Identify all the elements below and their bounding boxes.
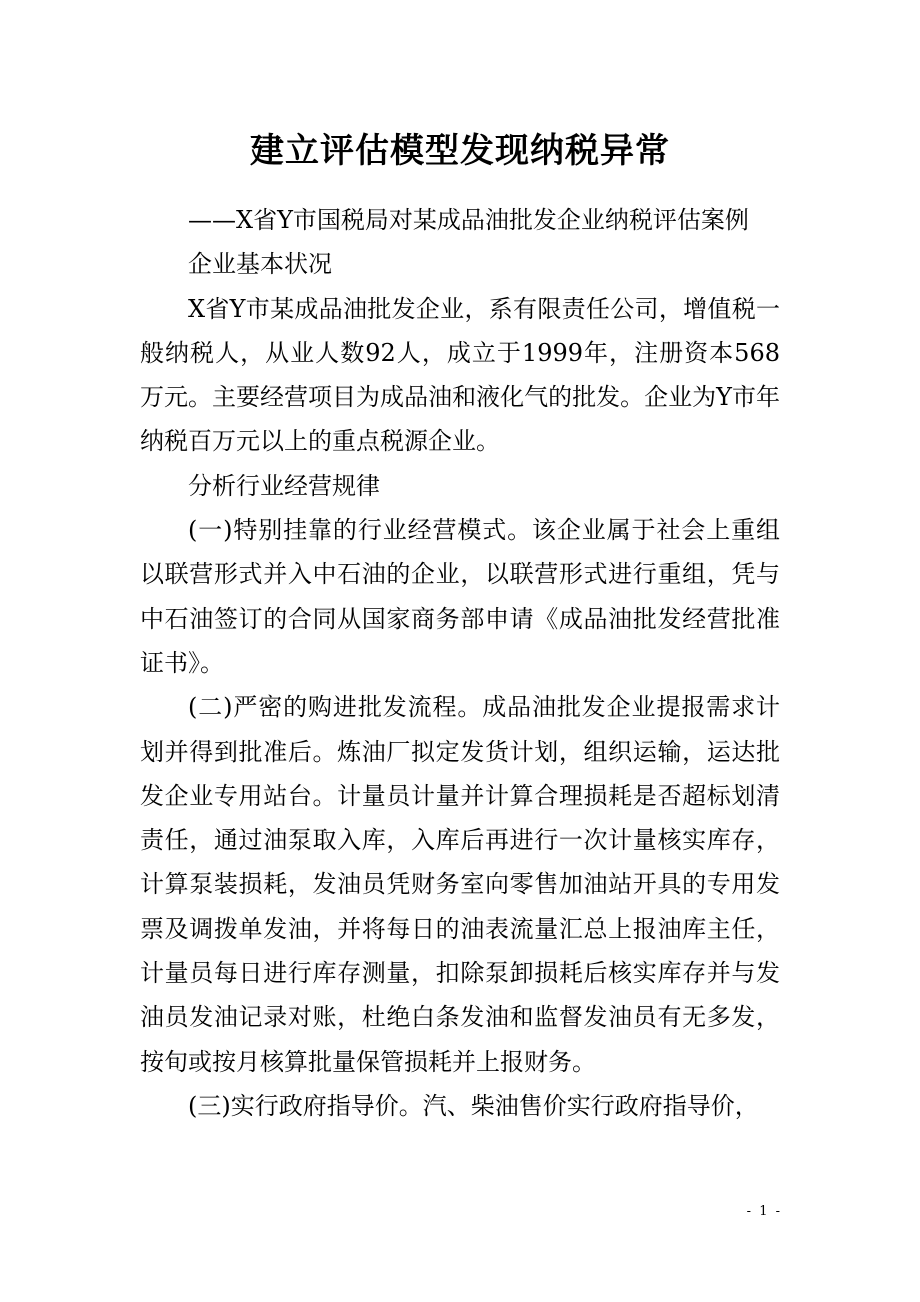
paragraph-point-2: (二)严密的购进批发流程。成品油批发企业提报需求计划并得到批准后。炼油厂拟定发货计划，组织运输，运达批发企业专用站台。计量员计量并计算合理损耗是否超标划清责任，通过油泵取入库，入库后再进行一次计量核实库存，计算泵装损耗，发油员凭财务室向零售加油站开具的专用发票及调拨单发油，并将每日的油表流量汇总上报油库主任，计量员每日进行库存测量，扣除泵卸损耗后核实库存并与发油员发油记录对账，杜绝白条发油和监督发油员有无多发，按旬或按月核算批量保管损耗并上报财务。 [140, 693, 780, 1076]
document-body [140, 198, 780, 1128]
document-title: 建立评估模型发现纳税异常 [250, 131, 670, 171]
paragraph-point-3: (三)实行政府指导价。汽、柴油售价实行政府指导价， [188, 1091, 759, 1120]
section-heading-analysis: 分析行业经营规律 [188, 471, 380, 500]
paragraph-point-1: (一)特别挂靠的行业经营模式。该企业属于社会上重组以联营形式并入中石油的企业，以联营形式进行重组，凭与中石油签订的合同从国家商务部申请《成品油批发经营批准证书》。 [140, 516, 780, 677]
page-number: - 1 - [746, 1204, 782, 1219]
section-heading-basic: 企业基本状况 [188, 250, 332, 279]
paragraph-basic-info: X省Y市某成品油批发企业，系有限责任公司，增值税一般纳税人，从业人数92人，成立于1999年，注册资本568万元。主要经营项目为成品油和液化气的批发。企业为Y市年纳税百万元以上的重点税源企业。 [140, 294, 780, 456]
subtitle: ——X省Y市国税局对某成品油批发企业纳税评估案例 [188, 206, 749, 234]
